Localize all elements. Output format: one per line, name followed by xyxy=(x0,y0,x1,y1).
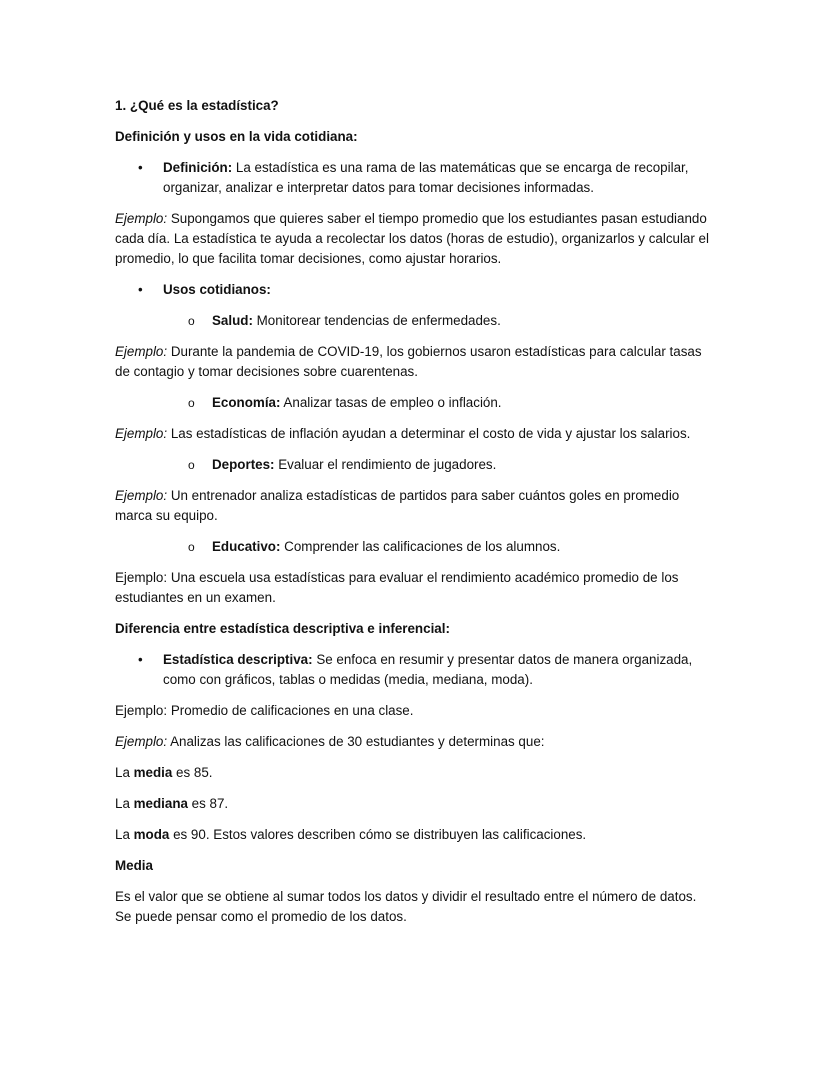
paragraph-ejemplo-salud xyxy=(115,342,715,382)
ejemplo-label: Ejemplo: xyxy=(115,426,168,441)
paragraph-ejemplo-tiempo xyxy=(115,209,715,269)
descriptiva-label: Estadística descriptiva: xyxy=(163,652,313,667)
salud-text: Monitorear tendencias de enfermedades. xyxy=(252,313,501,328)
list-item-salud xyxy=(115,311,715,331)
paragraph-ejemplo-deportes xyxy=(115,486,715,526)
section-heading: 1. ¿Qué es la estadística? xyxy=(115,98,279,113)
mediana-term: mediana xyxy=(133,796,188,811)
circle-marker: o xyxy=(188,314,195,328)
paragraph-ejemplo-analizas xyxy=(115,732,715,752)
circle-marker: o xyxy=(188,458,195,472)
salud-label: Salud: xyxy=(212,313,253,328)
text-fragment: es 85. xyxy=(172,765,213,780)
bullet-marker: • xyxy=(138,160,143,175)
deportes-text: Evaluar el rendimiento de jugadores. xyxy=(274,457,497,472)
paragraph-media-value xyxy=(115,763,715,783)
list-item-deportes xyxy=(115,455,715,475)
bullet-marker: • xyxy=(138,282,143,297)
moda-term: moda xyxy=(133,827,170,842)
subheading-diferencia: Diferencia entre estadística descriptiva e inferencial: xyxy=(115,621,450,636)
educativo-text: Comprender las calificaciones de los alumnos. xyxy=(280,539,561,554)
definicion-label: Definición: xyxy=(163,160,233,175)
paragraph-moda-value xyxy=(115,825,715,845)
ejemplo-label: Ejemplo: xyxy=(115,211,168,226)
bullet-marker: • xyxy=(138,652,143,667)
ejemplo-text: Las estadísticas de inflación ayudan a determinar el costo de vida y ajustar los salarios. xyxy=(167,426,691,441)
text-fragment: La xyxy=(115,796,134,811)
educativo-label: Educativo: xyxy=(212,539,281,554)
ejemplo-text: Analizas las calificaciones de 30 estudiantes y determinas que: xyxy=(167,734,545,749)
subheading-definicion-usos: Definición y usos en la vida cotidiana: xyxy=(115,129,358,144)
ejemplo-label: Ejemplo: xyxy=(115,488,168,503)
text-fragment: La xyxy=(115,765,134,780)
list-item-economia xyxy=(115,393,715,413)
economia-label: Economía: xyxy=(212,395,281,410)
economia-text: Analizar tasas de empleo o inflación. xyxy=(280,395,502,410)
paragraph-mediana-value xyxy=(115,794,715,814)
paragraph-ejemplo-economia xyxy=(115,424,715,444)
ejemplo-label: Ejemplo: xyxy=(115,734,168,749)
text-fragment: es 90. Estos valores describen cómo se distribuyen las calificaciones. xyxy=(169,827,587,842)
list-item-descriptiva xyxy=(115,650,715,690)
circle-marker: o xyxy=(188,396,195,410)
ejemplo-label: Ejemplo: xyxy=(115,344,168,359)
list-item-usos xyxy=(115,280,715,300)
deportes-label: Deportes: xyxy=(212,457,275,472)
paragraph-media-definition: Es el valor que se obtiene al sumar todos los datos y dividir el resultado entre el número de datos. Se puede pensar como el promedio de los datos. xyxy=(115,889,697,924)
text-fragment: La xyxy=(115,827,134,842)
circle-marker: o xyxy=(188,540,195,554)
text-fragment: es 87. xyxy=(187,796,229,811)
usos-label: Usos cotidianos: xyxy=(163,282,271,297)
ejemplo-text: Supongamos que quieres saber el tiempo promedio que los estudiantes pasan estudiando cada día. La estadística te ayuda a recolectar los datos (horas de estudio), organizarlos y calcular el promedio, lo que facilita tomar decisiones, como ajustar horarios. xyxy=(115,211,709,266)
paragraph-ejemplo-educativo: Ejemplo: Una escuela usa estadísticas para evaluar el rendimiento académico promedio de los estudiantes en un examen. xyxy=(115,570,679,605)
list-item-definicion xyxy=(115,158,715,198)
list-item-educativo xyxy=(115,537,715,557)
media-term: media xyxy=(133,765,173,780)
definicion-text: La estadística es una rama de las matemáticas que se encarga de recopilar, organizar, analizar e interpretar datos para tomar decisiones informadas. xyxy=(163,160,689,195)
descriptiva-text: Se enfoca en resumir y presentar datos de manera organizada, como con gráficos, tablas o medidas (media, mediana, moda). xyxy=(163,652,693,687)
ejemplo-text: Durante la pandemia de COVID-19, los gobiernos usaron estadísticas para calcular tasas de contagio y tomar decisiones sobre cuarentenas. xyxy=(115,344,702,379)
ejemplo-text: Un entrenador analiza estadísticas de partidos para saber cuántos goles en promedio marca su equipo. xyxy=(115,488,680,523)
media-heading: Media xyxy=(115,858,153,873)
document-page xyxy=(115,96,715,938)
paragraph-ejemplo-promedio: Ejemplo: Promedio de calificaciones en una clase. xyxy=(115,703,414,718)
